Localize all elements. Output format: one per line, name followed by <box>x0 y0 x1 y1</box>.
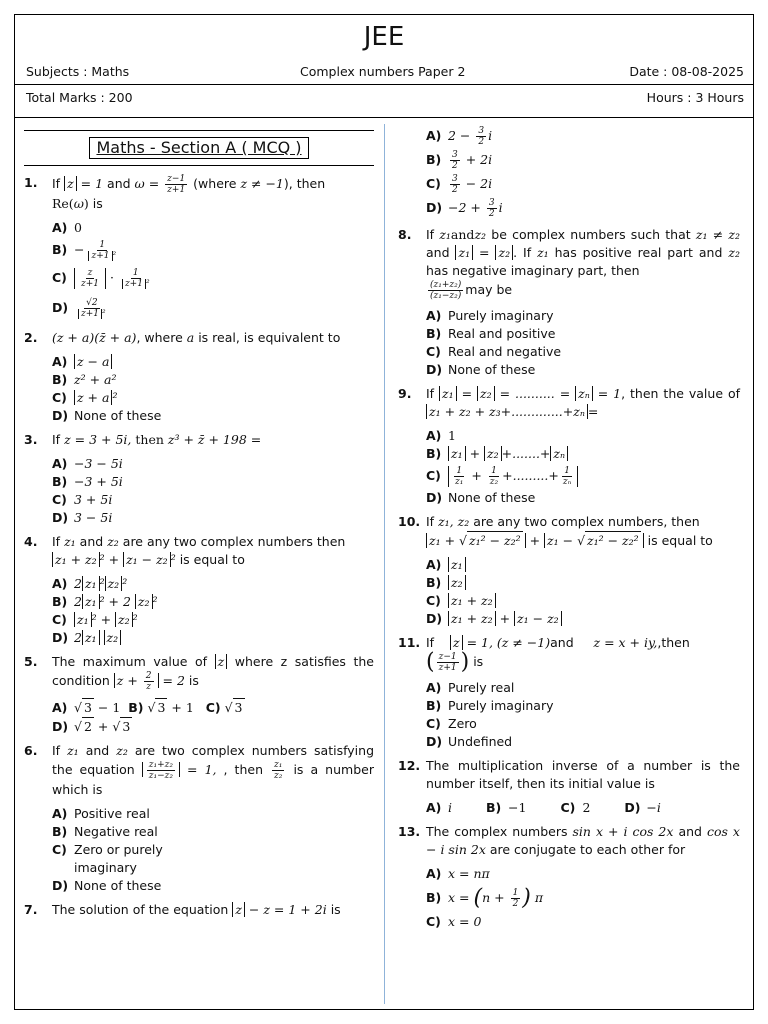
section-rule-bottom <box>24 165 374 166</box>
question-4: 4. If z₁ and z₂ are any two complex numbers then z₁ + z₂ ² + z₁ − z₂ ² is equal to A) 2 z₁ ² z₂ ² B) 2 z₁ ² + 2 z₂ ² C) z₁ ² + z₂ ² D) 2 z₁ z₂ <box>24 533 374 647</box>
question-number: 1. <box>24 175 38 190</box>
question-2: 2. (z + a)(z̄ + a), where a is real, is equivalent to A) z − a B) z² + a² C) z + a ² D) None of these <box>24 329 374 425</box>
subject-label: Subjects : Maths <box>26 64 130 79</box>
option-c: C) 2 <box>560 800 591 815</box>
question-3: 3. If z = 3 + 5i, then z³ + z̄ + 198 = A) −3 − 5i B) −3 + 5i C) 3 + 5i D) 3 − 5i <box>24 431 374 527</box>
option-d: D) 3 − 5i <box>52 510 113 525</box>
question-6: 6. If z₁ and z₂ are two complex numbers satisfying the equation $\frac{\text{z₁+z₂}}{\text{z₁−z₂}}$ = 1, , then $\frac{\text{z₁}}{\text{z₂}}$ is a number which is A) Positive real B) Negative real C) Zero or purely imaginary D) None of these <box>24 743 375 893</box>
section-title: Maths - Section A ( MCQ ) <box>89 137 308 159</box>
option-c: C) $\frac{1}{\text{z₁}}$ + $\frac{1}{\text{z₂}}$ +.........+ $\frac{1}{\text{zₙ}}$ <box>426 463 740 489</box>
right-column <box>398 124 740 931</box>
option-a: A) Positive real <box>52 806 150 821</box>
option-b: B) −1 <box>486 800 527 815</box>
option-b: B) z₂ <box>426 574 740 592</box>
question-1 <box>24 174 374 323</box>
question-stem: If z = 1 and ω = $\frac{z-1}{z+1}$ (where z ≠ −1), then Re(ω) is <box>52 174 326 211</box>
header-bottom-divider <box>14 117 754 118</box>
total-marks: Total Marks : 200 <box>26 90 133 105</box>
option-d: D) None of these <box>52 408 162 423</box>
options-row <box>426 799 740 817</box>
option-c: C) 3 + 5i <box>52 492 113 507</box>
options-abc: A) √ 3 − 1 B) √ 3 + 1 C) √ 3 <box>52 699 243 715</box>
option-c: C) Zero or purely imaginary <box>52 842 163 875</box>
question-5: 5. The maximum value of z where z satisfies the condition z + $\frac{2}{z}$ = 2 is A) √ 3 − 1 B) √ 3 + 1 C) √ 3 D) √ 2 + √ 3 <box>24 654 374 734</box>
exam-date: Date : 08-08-2025 <box>629 64 744 79</box>
option-c: C) $\frac{z}{z+1}$ · $\frac{1}{\text{z+1 ²}}$ <box>52 267 150 289</box>
option-d: D) −i <box>624 800 661 815</box>
option-a: A) Purely real <box>426 680 515 695</box>
option-d: D) None of these <box>426 490 536 505</box>
question-10: 10. If z₁, z₂ are any two complex numbers, then z₁ + √ z₁² − z₂² + z₁ − √ z₁² − z₂² is equal to A) z₁ B) z₂ C) z₁ + z₂ D) z₁ + z₂ + z₁ − z₂ <box>398 513 740 628</box>
option-d: D) √ 2 + √ 3 <box>52 718 131 734</box>
option-a: A) x = nπ <box>426 866 490 881</box>
column-divider <box>384 124 385 1004</box>
option-c: C) z + a ² <box>52 390 118 405</box>
option-c: C) Real and negative <box>426 344 562 359</box>
section-rule <box>24 130 374 131</box>
option-d: D) None of these <box>426 362 536 377</box>
option-a: A) 1 <box>426 428 456 443</box>
option-b: B) z₁ + z₂ +.......+ zₙ <box>426 445 740 463</box>
option-b: B) Negative real <box>52 824 158 839</box>
option-d: D) −2 + $\frac{3}{2}$ i <box>426 197 503 219</box>
option-b: B) Purely imaginary <box>426 698 554 713</box>
option-b: B) z² + a² <box>52 372 117 387</box>
option-c: C) z₁ + z₂ <box>426 592 740 610</box>
question-12: 12. The multiplication inverse of a number is the number itself, then its initial value is A) i B) −1 C) 2 D) −i <box>398 758 740 815</box>
option-b: B) Real and positive <box>426 326 556 341</box>
question-8: 8. If z₁andz₂ be complex numbers such that z₁ ≠ z₂ and z₁ = z₂ . If z₁ has positive real part and z₂ has negative imaginary part, then $\frac{\text{(z₁+z₂)}}{\text{(z₁−z₂)}}$ may be A) Purely imaginary B) Real and positive C) Real and negative D) None of these <box>398 227 740 377</box>
option-b: B) x = (n + $\frac{1}{2}$ ) π <box>426 885 544 910</box>
option-a: A) 2 z₁ ² z₂ ² <box>52 576 128 591</box>
exam-hours: Hours : 3 Hours <box>646 90 744 105</box>
option-b: B) $\frac{3}{2}$ + 2i <box>426 149 493 171</box>
option-d: D) None of these <box>52 878 162 893</box>
question-7-options <box>398 124 740 220</box>
question-11: 11. If z = 1, (z ≠ −1)and z = x + iy,,then ( $\frac{z-1}{z+1}$ ) is A) Purely real B) Purely imaginary C) Zero D) Undefined <box>398 634 740 751</box>
question-9: 9. If z₁ = z₂ = .......... = zₙ = 1, then the value of z₁ + z₂ + z₃+.............+zₙ = A) 1 B) z₁ + z₂ +.......+ zₙ C) $\frac{1}{\text{z₁}}$ + $\frac{1}{\text{z₂}}$ +.........+ $\frac{1}{\text{zₙ}}$ D) None of these <box>398 386 741 505</box>
option-a: A) −3 − 5i <box>52 456 123 471</box>
header-divider <box>14 84 754 85</box>
option-d: D) 2 z₁ z₂ <box>52 629 374 647</box>
option-a: A) Purely imaginary <box>426 308 554 323</box>
option-c: C) $\frac{3}{2}$ − 2i <box>426 173 493 195</box>
option-a: A) 0 <box>52 220 82 235</box>
option-d: D) z₁ + z₂ + z₁ − z₂ <box>426 610 740 628</box>
option-d: D) Undefined <box>426 734 513 749</box>
page-title: JEE <box>363 22 405 52</box>
option-b: B) −3 + 5i <box>52 474 123 489</box>
option-b: B) 2 z₁ ² + 2 z₂ ² <box>52 594 158 609</box>
option-d: D) $\frac{√2}{\text{z+1 ²}}$ <box>52 297 106 319</box>
option-a: A) i <box>426 800 452 815</box>
paper-name: Complex numbers Paper 2 <box>300 64 466 79</box>
option-a: A) 2 − $\frac{3}{2}$ i <box>426 125 493 147</box>
option-c: C) z₁ ² + z₂ ² <box>52 612 138 627</box>
option-c: C) x = 0 <box>426 914 482 929</box>
option-a: A) z − a <box>52 353 374 371</box>
question-7: 7. The solution of the equation z − z = 1 + 2i is <box>24 902 341 917</box>
left-column <box>24 126 374 919</box>
option-c: C) Zero <box>426 716 477 731</box>
question-13: 13. The complex numbers sin x + i cos 2x and cos x − i sin 2x are conjugate to each other for A) x = nπ B) x = (n + $\frac{1}{2}$ ) π C) x = 0 <box>398 824 740 929</box>
option-b: B) − $\frac{1}{\text{z+1 ²}}$ <box>52 239 117 261</box>
option-a: A) z₁ <box>426 556 740 574</box>
